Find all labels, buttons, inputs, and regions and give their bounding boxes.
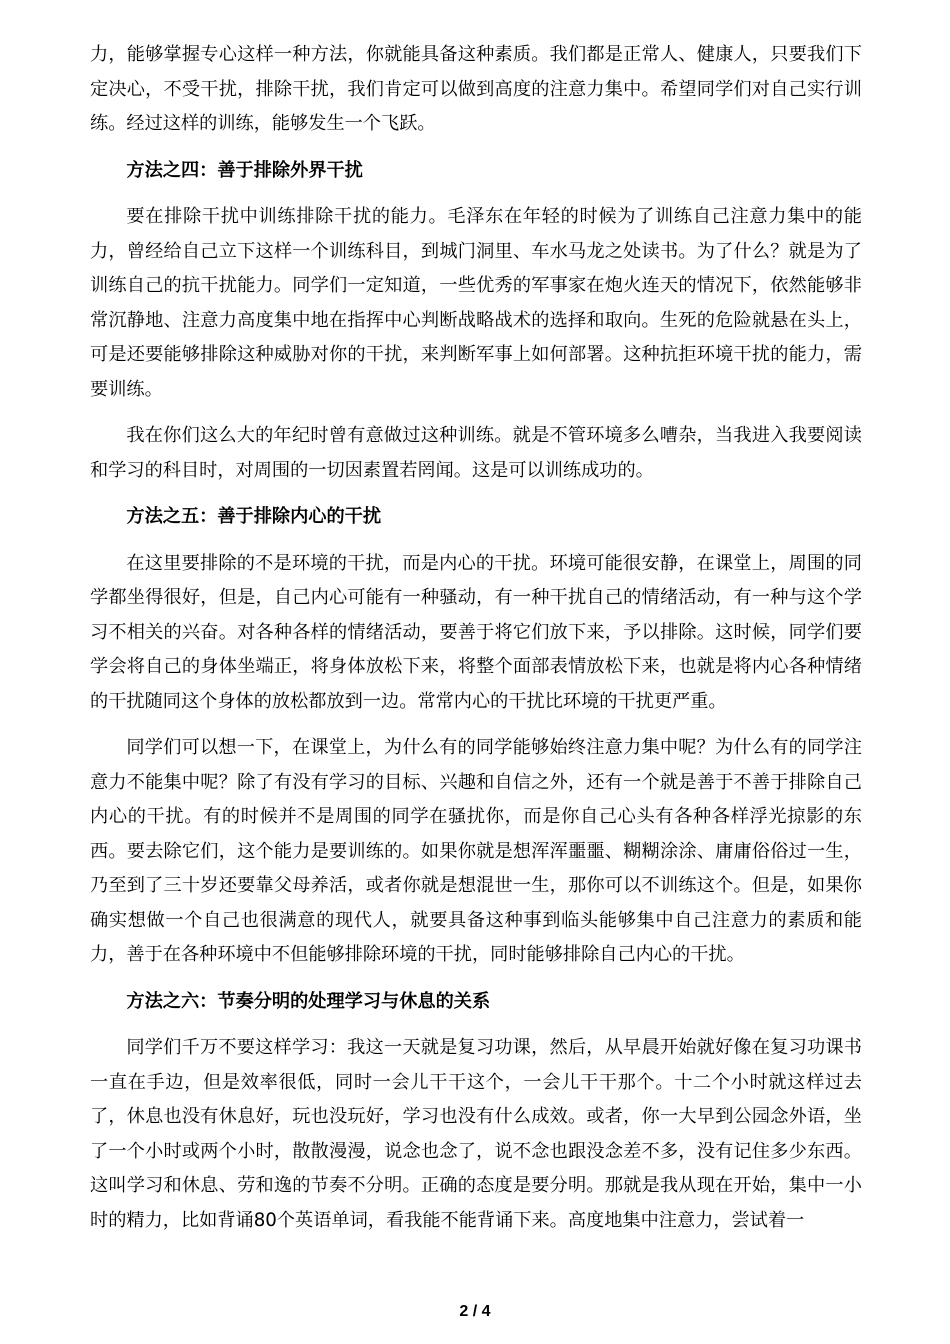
page-number: 2 / 4 (459, 1303, 491, 1320)
paragraph: 力，能够掌握专心这样一种方法，你就能具备这种素质。我们都是正常人、健康人，只要我们下定决心，不受干扰，排除干扰，我们肯定可以做到高度的注意力集中。希望同学们对自己实行训练。经过这样的训练，能够发生一个飞跃。 (90, 44, 862, 134)
section-heading: 方法之五：善于排除内心的干扰 (126, 506, 382, 527)
paragraph: 在这里要排除的不是环境的干扰，而是内心的干扰。环境可能很安静，在课堂上，周围的同学都坐得很好，但是，自己内心可能有一种骚动，有一种干扰自己的情绪活动，有一种与这个学习不相关的兴奋。对各种各样的情绪活动，要善于将它们放下来，予以排除。这时候，同学们要学会将自己的身体坐端正，将身体放松下来，将整个面部表情放松下来，也就是将内心各种情绪的干扰随同这个身体的放松都放到一边。常常内心的干扰比环境的干扰更严重。 (90, 552, 862, 712)
paragraph: 同学们千万不要这样学习：我这一天就是复习功课，然后，从早晨开始就好像在复习功课书一直在手边，但是效率很低，同时一会儿干干这个，一会儿干干那个。十二个小时就这样过去了，休息也没有休息好，玩也没玩好，学习也没有什么成效。或者，你一大早到公园念外语，坐了一个小时或两个小时，散散漫漫，说念也念了，说不念也跟没念差不多，没有记住多少东西。这叫学习和休息、劳和逸的节奏不分明。正确的态度是要分明。那就是我从现在开始，集中一小时的精力，比如背诵80个英语单词，看我能不能背诵下来。高度地集中注意力，尝试着一 (90, 1037, 862, 1231)
paragraph: 我在你们这么大的年纪时曾有意做过这种训练。就是不管环境多么嘈杂，当我进入我要阅读和学习的科目时，对周围的一切因素置若罔闻。这是可以训练成功的。 (90, 425, 862, 481)
section-heading: 方法之六：节奏分明的处理学习与休息的关系 (126, 990, 491, 1012)
paragraph: 同学们可以想一下，在课堂上，为什么有的同学能够始终注意力集中呢？为什么有的同学注意力不能集中呢？除了有没有学习的目标、兴趣和自信之外，还有一个就是善于不善于排除自己内心的干扰。有的时候并不是周围的同学在骚扰你，而是你自己心头有各种各样浮光掠影的东西。要去除它们，这个能力是要训练的。如果你就是想浑浑噩噩、糊糊涂涂、庸庸俗俗过一生，乃至到了三十岁还要靠父母养活，或者你就是想混世一生，那你可以不训练这个。但是，如果你确实想做一个自己也很满意的现代人，就要具备这种事到临头能够集中自己注意力的素质和能力，善于在各种环境中不但能够排除环境的干扰，同时能够排除自己内心的干扰。 (90, 737, 862, 965)
section-heading: 方法之四：善于排除外界干扰 (126, 159, 363, 181)
document-body (90, 38, 862, 1250)
paragraph: 要在排除干扰中训练排除干扰的能力。毛泽东在年轻的时候为了训练自己注意力集中的能力，曾经给自己立下这样一个训练科目，到城门洞里、车水马龙之处读书。为了什么？就是为了训练自己的抗干扰能力。同学们一定知道，一些优秀的军事家在炮火连天的情况下，依然能够非常沉静地、注意力高度集中地在指挥中心判断战略战术的选择和取向。生死的危险就悬在头上，可是还要能够排除这种威胁对你的干扰，来判断军事上如何部署。这种抗拒环境干扰的能力，需要训练。 (90, 206, 862, 400)
